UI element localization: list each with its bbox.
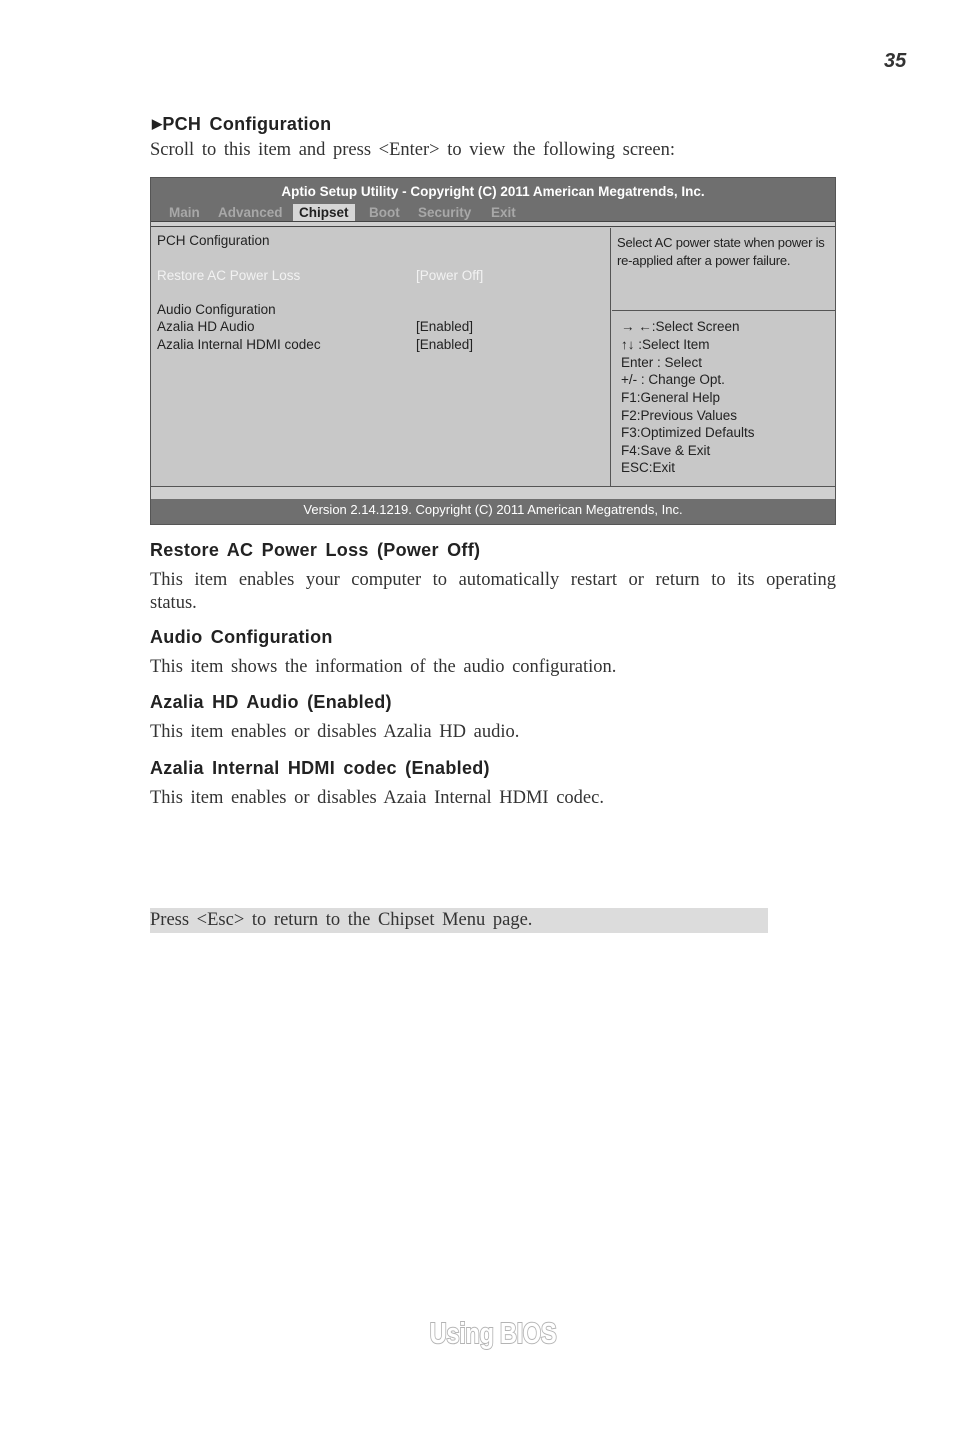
tab-chipset[interactable]: Chipset <box>293 204 355 221</box>
esc-note: Press <Esc> to return to the Chipset Menu page. <box>150 910 533 930</box>
section-heading <box>152 114 331 135</box>
key-f1: F1:General Help <box>621 390 721 405</box>
bios-title: Aptio Setup Utility - Copyright (C) 2011 American Megatrends, Inc. <box>281 184 705 199</box>
section-intro: Scroll to this item and press <Enter> to view the following screen: <box>150 140 676 160</box>
bios-bottom-divider <box>151 486 835 499</box>
bios-item-restore-ac-value[interactable]: [Power Off] <box>416 268 484 283</box>
key-f2: F2:Previous Values <box>621 408 738 423</box>
page-number: 35 <box>884 50 907 72</box>
bios-item-hdmi-codec-label[interactable]: Azalia Internal HDMI codec <box>157 337 321 352</box>
bios-help-text: Select AC power state when power is re-applied after a power failure. <box>617 235 825 268</box>
tab-main[interactable]: Main <box>169 205 200 220</box>
bios-item-azalia-hd-value[interactable]: [Enabled] <box>416 319 474 334</box>
key-esc: ESC:Exit <box>621 460 676 475</box>
item-text-hdmi-codec: This item enables or disables Azaia Internal HDMI codec. <box>150 788 604 808</box>
bios-item-hdmi-codec-value[interactable]: [Enabled] <box>416 337 474 352</box>
item-text-azalia-hd: This item enables or disables Azalia HD audio. <box>150 722 520 742</box>
bios-main-panel <box>151 228 611 486</box>
bios-panel-heading: PCH Configuration <box>157 233 270 248</box>
bios-footer: Version 2.14.1219. Copyright (C) 2011 American Megatrends, Inc. <box>151 499 835 524</box>
key-change-opt: +/- : Change Opt. <box>621 372 725 387</box>
item-heading-azalia-hd: Azalia HD Audio (Enabled) <box>150 692 392 712</box>
key-f4: F4:Save & Exit <box>621 443 711 458</box>
bios-divider <box>151 221 835 227</box>
key-select-screen: → ←:Select Screen <box>621 319 740 334</box>
bios-key-legend <box>612 311 835 486</box>
item-text-restore-ac: This item enables your computer to automatically restart or return to its operating status. <box>150 570 836 613</box>
section-title: PCH Configuration <box>162 114 332 134</box>
bios-item-audio-config-label[interactable]: Audio Configuration <box>157 302 276 317</box>
key-f3: F3:Optimized Defaults <box>621 425 755 440</box>
bios-item-restore-ac-label[interactable]: Restore AC Power Loss <box>157 268 301 283</box>
bios-item-azalia-hd-label[interactable]: Azalia HD Audio <box>157 319 255 334</box>
tab-security[interactable]: Security <box>418 205 472 220</box>
item-heading-hdmi-codec: Azalia Internal HDMI codec (Enabled) <box>150 758 490 778</box>
tab-exit[interactable]: Exit <box>491 205 516 220</box>
tab-advanced[interactable]: Advanced <box>218 205 283 220</box>
item-heading-restore-ac: Restore AC Power Loss (Power Off) <box>150 540 481 560</box>
bios-screen <box>150 177 836 525</box>
item-text-audio-config: This item shows the information of the audio configuration. <box>150 657 617 677</box>
key-select-item: ↑↓ :Select Item <box>621 337 710 352</box>
bios-help-panel <box>612 228 835 311</box>
chapter-footer-title: Using BIOS <box>429 1318 557 1350</box>
bios-header <box>151 178 835 221</box>
triangle-marker-icon: ▶ <box>152 116 163 131</box>
tab-boot[interactable]: Boot <box>369 205 400 220</box>
item-heading-audio-config: Audio Configuration <box>150 627 333 647</box>
key-enter: Enter : Select <box>621 355 703 370</box>
